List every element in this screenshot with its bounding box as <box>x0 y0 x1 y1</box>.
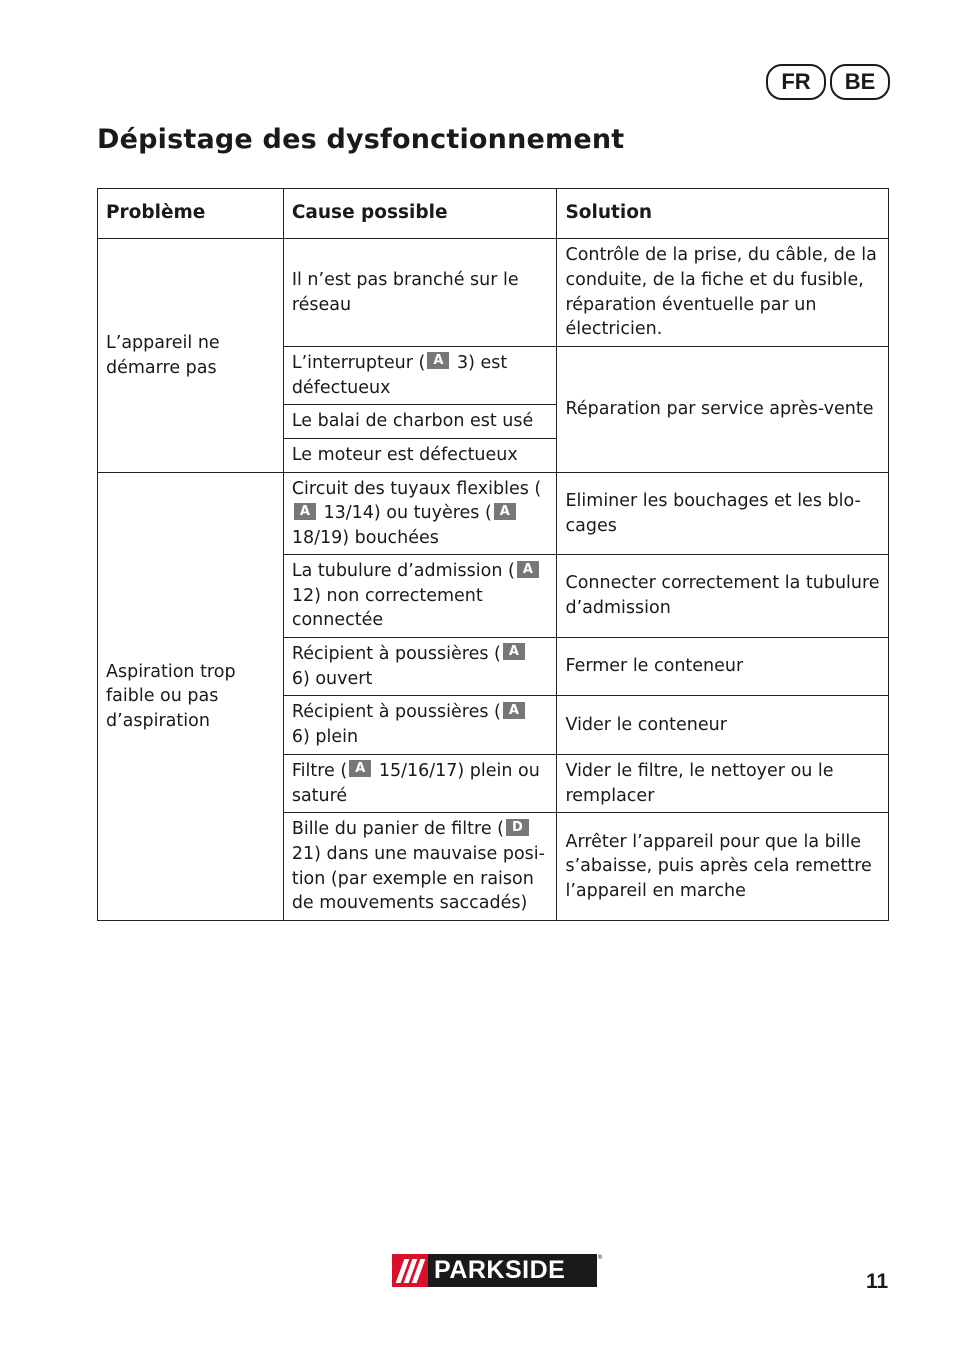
figure-ref-badge: A <box>517 561 539 578</box>
cause-cell: Récipient à poussières ( A 6) ouvert <box>283 638 557 696</box>
cause-cell: Bille du panier de filtre ( D 21) dans une mauvaise posi- tion (par exemple en raison de mouvements saccadés) <box>283 813 557 921</box>
figure-ref-badge: A <box>503 643 525 660</box>
cause-cell: La tubulure d’admission ( A 12) non correctement connectée <box>283 555 557 638</box>
page-number: 11 <box>866 1270 889 1293</box>
figure-ref-badge: A <box>503 702 525 719</box>
language-badge-fr: FR <box>766 64 826 100</box>
cause-cell: Il n’est pas branché sur le réseau <box>283 239 557 347</box>
parkside-logo <box>392 1254 603 1287</box>
figure-ref-badge: A <box>294 503 316 520</box>
solution-cell: Eliminer les bouchages et les blo- cages <box>557 473 889 555</box>
troubleshooting-table <box>97 188 889 921</box>
problem-cell: L’appareil ne démarre pas <box>98 239 284 473</box>
table-header-row <box>98 189 889 239</box>
page-title: Dépistage des dysfonctionnement <box>97 124 625 155</box>
solution-cell: Vider le conteneur <box>557 696 889 755</box>
language-badge-be: BE <box>830 64 890 100</box>
header-problem: Problème <box>98 189 284 239</box>
figure-ref-badge: A <box>349 760 371 777</box>
solution-cell: Contrôle de la prise, du câble, de la conduite, de la fiche et du fusible, réparation éventuelle par un électricien. <box>557 239 889 347</box>
cause-cell: Circuit des tuyaux flexibles (A 13/14) ou tuyères ( A 18/19) bouchées <box>283 473 557 555</box>
solution-cell: Vider le filtre, le nettoyer ou le remplacer <box>557 755 889 813</box>
figure-ref-badge: A <box>427 352 449 369</box>
cause-cell: Le balai de charbon est usé <box>283 405 557 439</box>
table-row <box>98 473 889 555</box>
registered-mark: ® <box>597 1254 603 1261</box>
cause-cell: L’interrupteur ( A 3) est défectueux <box>283 347 557 405</box>
solution-cell: Connecter correctement la tubulure d’admission <box>557 555 889 638</box>
table-row <box>98 239 889 347</box>
problem-cell: Aspiration trop faible ou pas d’aspiration <box>98 473 284 921</box>
solution-cell: Fermer le conteneur <box>557 638 889 696</box>
cause-cell: Filtre ( A 15/16/17) plein ou saturé <box>283 755 557 813</box>
solution-cell: Réparation par service après-vente <box>557 347 889 473</box>
header-cause: Cause possible <box>283 189 557 239</box>
logo-stripes-icon <box>392 1254 428 1287</box>
logo-brand-text: PARKSIDE <box>434 1256 566 1284</box>
cause-cell: Le moteur est défectueux <box>283 439 557 473</box>
figure-ref-badge: D <box>506 819 529 836</box>
cause-cell: Récipient à poussières ( A 6) plein <box>283 696 557 755</box>
header-solution: Solution <box>557 189 889 239</box>
figure-ref-badge: A <box>494 503 516 520</box>
solution-cell: Arrêter l’appareil pour que la bille s’abaisse, puis après cela remettre l’appareil en marche <box>557 813 889 921</box>
